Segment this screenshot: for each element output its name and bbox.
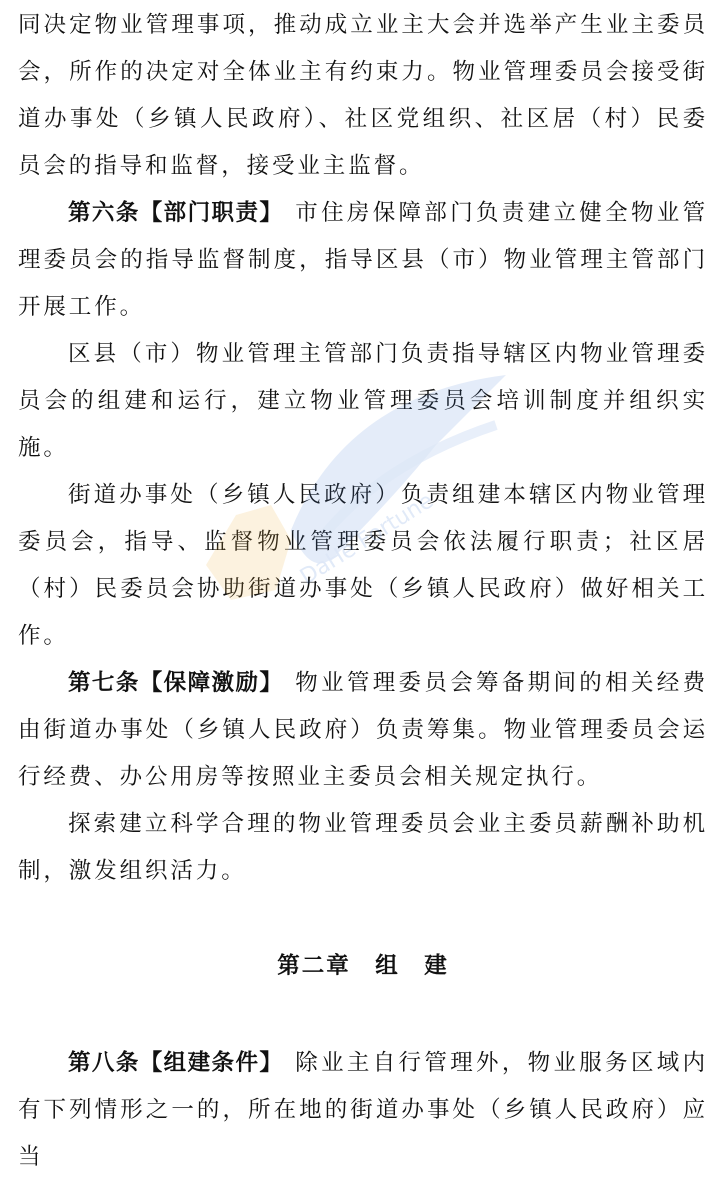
article-7-paragraph-2: 探索建立科学合理的物业管理委员会业主委员薪酬补助机制，激发组织活力。 bbox=[18, 811, 708, 884]
article-7-heading: 第七条【保障激励】 bbox=[68, 670, 284, 696]
article-6-paragraph-2: 区县（市）物业管理主管部门负责指导辖区内物业管理委员会的组建和运行，建立物业管理委员会培训制度并组织实施。 bbox=[18, 341, 708, 461]
article-7 bbox=[18, 660, 708, 801]
article-8-heading: 第八条【组建条件】 bbox=[68, 1050, 284, 1076]
article-6 bbox=[18, 190, 708, 331]
watermark-subtext: DaHe Fortune bbox=[295, 488, 439, 591]
article-8 bbox=[18, 1040, 708, 1181]
article-7-text: 物业管理委员会筹备期间的相关经费由街道办事处（乡镇人民政府）负责筹集。物业管理委员会运行经费、办公用房等按照业主委员会相关规定执行。 bbox=[18, 670, 708, 790]
chapter-title: 第二章 组 建 bbox=[277, 953, 449, 979]
article-8-text: 除业主自行管理外，物业服务区域内有下列情形之一的，所在地的街道办事处（乡镇人民政府）应当 bbox=[18, 1050, 708, 1170]
document-page bbox=[18, 0, 708, 1181]
article-6-text: 市住房保障部门负责建立健全物业管理委员会的指导监督制度，指导区县（市）物业管理主管部门开展工作。 bbox=[18, 200, 708, 320]
article-6-heading: 第六条【部门职责】 bbox=[68, 200, 284, 226]
article-6-paragraph-3: 街道办事处（乡镇人民政府）负责组建本辖区内物业管理委员会，指导、监督物业管理委员会依法履行职责；社区居（村）民委员会协助街道办事处（乡镇人民政府）做好相关工作。 bbox=[18, 482, 708, 649]
paragraph-continuation: 同决定物业管理事项，推动成立业主大会并选举产生业主委员会，所作的决定对全体业主有约束力。物业管理委员会接受街道办事处（乡镇人民政府）、社区党组织、社区居（村）民委员会的指导和监督，接受业主监督。 bbox=[18, 12, 708, 179]
